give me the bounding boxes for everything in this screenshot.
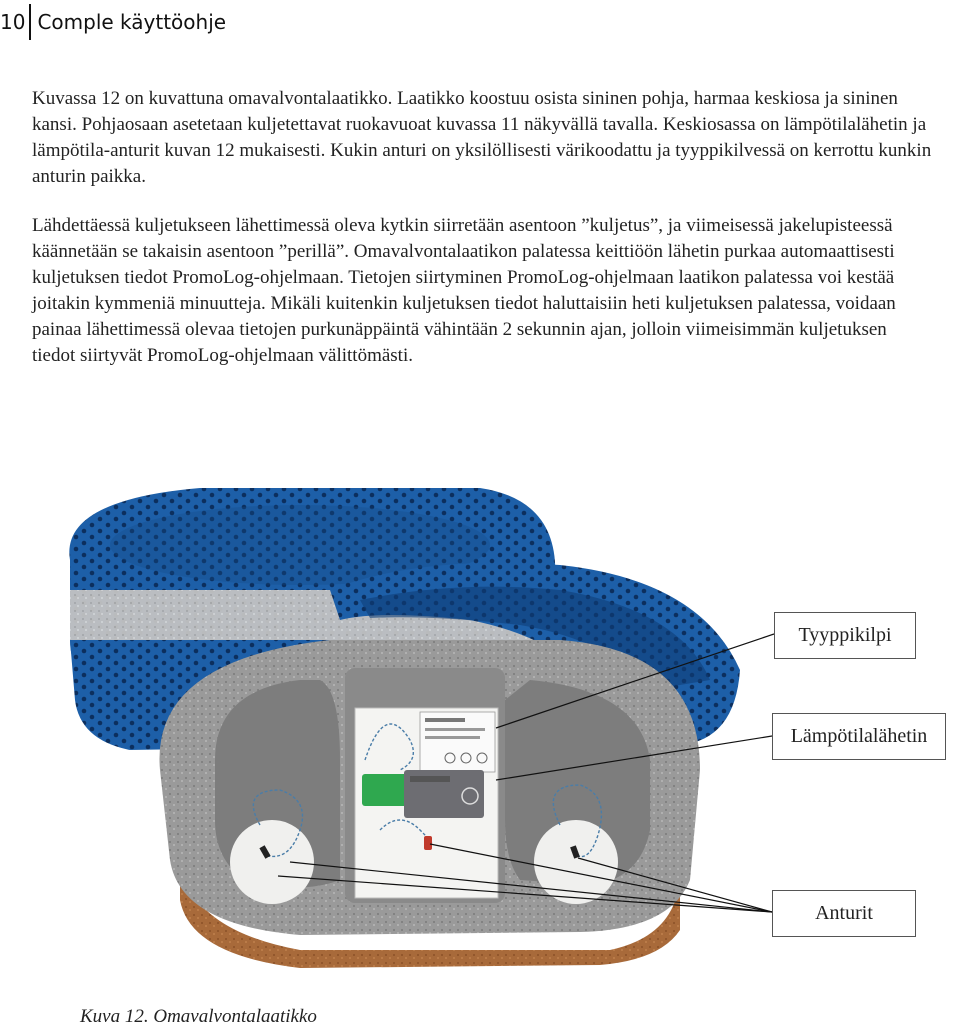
callout-label-transmitter: Lämpötilalähetin <box>772 713 946 760</box>
page-number: 10 <box>0 10 26 34</box>
callout-label-type-plate: Tyyppikilpi <box>774 612 916 659</box>
paragraph-transport-instructions: Lähdettäessä kuljetukseen lähettimessä oleva kytkin siirretään asentoon ”kuljetus”, ja viimeisessä jakelupisteessä käännetään se takaisin asentoon ”perillä”. Omavalvontalaatikon palatessa keittiöön lähetin purkaa automaattisesti kuljetuksen tiedot PromoLog-ohjelmaan. Tietojen siirtyminen PromoLog-ohjelmaan laatikon palatessa voi kestää joitakin kymmeniä minuutteja. Mikäli kuitenkin kuljetuksen tiedot haluttaisiin heti kuljetuksen palatessa, voidaan painaa lähettimessä olevaa tietojen purkunäppäintä vähintään 2 sekunnin ajan, jolloin viimeisimmän kuljetuksen tiedot siirtyvät PromoLog-ohjelmaan välittömästi. <box>32 215 896 366</box>
paragraph-box-description: Kuvassa 12 on kuvattuna omavalvontalaatikko. Laatikko koostuu osista sininen pohja, harmaa keskiosa ja sininen kansi. Pohjaosaan asetetaan kuljetettavat ruokavuoat kuvassa 11 näkyvällä tavalla. Keskiosassa on lämpötilalähetin ja lämpötila-anturit kuvan 12 mukaisesti. Kukin anturi on yksilöllisesti värikoodattu ja tyyppikilvessä on kerrottu kunkin anturin paikka. <box>32 88 932 187</box>
callout-label-sensors: Anturit <box>772 890 916 937</box>
figure-caption: Kuva 12. Omavalvontalaatikko <box>80 1006 317 1027</box>
page-header <box>0 4 226 40</box>
document-title: Comple käyttöohje <box>37 10 227 34</box>
header-divider <box>29 4 31 40</box>
